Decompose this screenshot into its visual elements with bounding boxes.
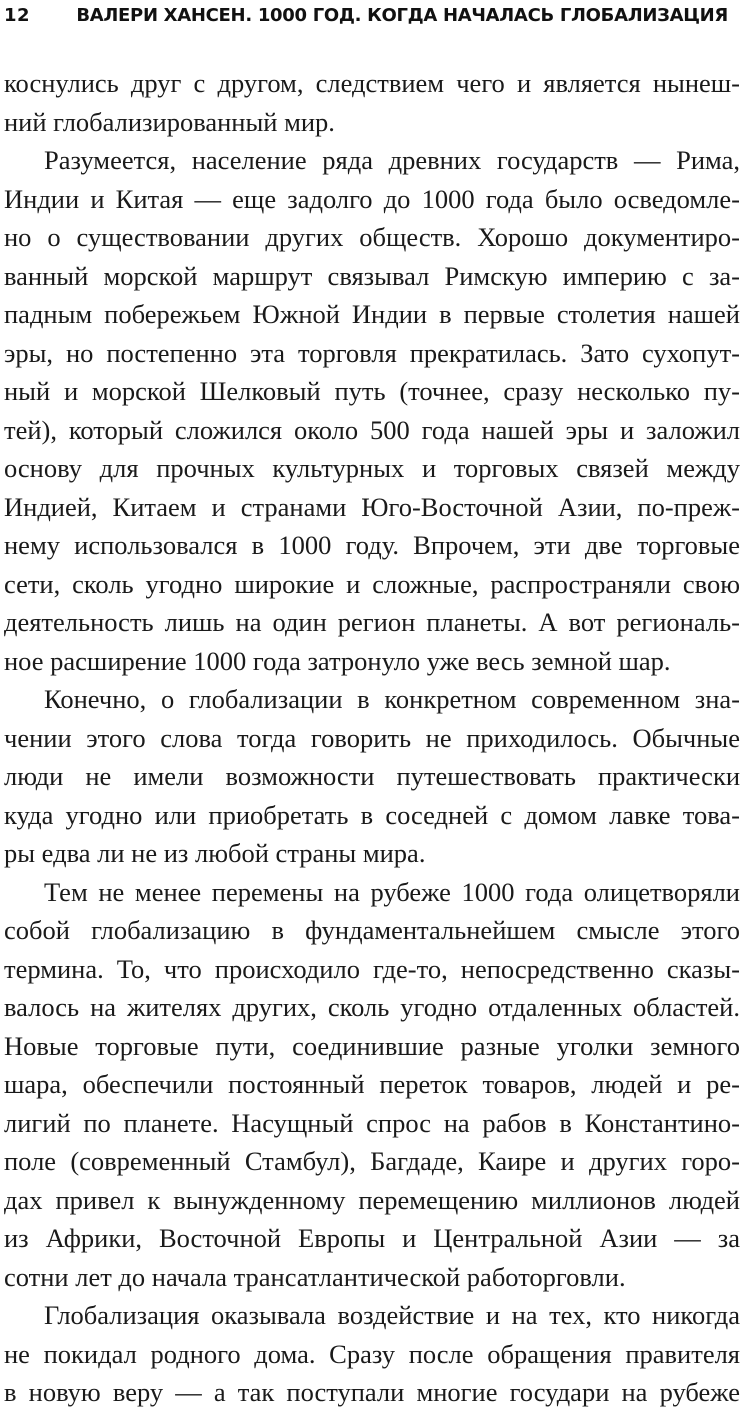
text-line: в новую веру — а так поступали многие государи на рубеже bbox=[4, 1377, 740, 1407]
text-line: коснулись друг с другом, следствием чего и является нынеш- bbox=[4, 68, 740, 98]
text-line: шара, обеспечили постоянный переток товаров, людей и ре- bbox=[4, 1069, 740, 1099]
text-line: ний глобализированный мир. bbox=[4, 106, 335, 137]
text-line: ное расширение 1000 года затронуло уже весь земной шар. bbox=[4, 645, 671, 676]
text-line: нему использовался в 1000 году. Впрочем, эти две торговые bbox=[4, 530, 740, 560]
text-line: Тем не менее перемены на рубеже 1000 года олицетворяли bbox=[44, 876, 740, 907]
text-line: валось на жителях других, сколь угодно отдаленных областей. bbox=[4, 992, 740, 1022]
text-line: ры едва ли не из любой страны мира. bbox=[4, 838, 426, 868]
text-line: деятельность лишь на один регион планеты. А вот региональ- bbox=[4, 607, 740, 637]
text-line: тей), который сложился около 500 года нашей эры и заложил bbox=[4, 414, 740, 445]
body-text bbox=[4, 64, 740, 1412]
running-head bbox=[0, 2, 744, 30]
text-line: Конечно, о глобализации в конкретном современном зна- bbox=[44, 684, 740, 714]
text-line: основу для прочных культурных и торговых связей между bbox=[4, 453, 740, 483]
text-line: поле (современный Стамбул), Багдаде, Каире и других горо- bbox=[4, 1146, 740, 1176]
text-line: термина. То, что происходило где-то, непосредственно сказы- bbox=[4, 953, 740, 984]
text-line: ный и морской Шелковый путь (точнее, сразу несколько пу- bbox=[4, 376, 740, 406]
text-line: ванный морской маршрут связывал Римскую империю с за- bbox=[4, 260, 740, 291]
text-line: собой глобализацию в фундаментальнейшем смысле этого bbox=[4, 915, 740, 945]
text-line: Индией, Китаем и странами Юго-Восточной Азии, по-преж- bbox=[4, 491, 740, 522]
text-line: Разумеется, население ряда древних государств — Рима, bbox=[44, 145, 740, 175]
text-line: Индии и Китая — еще задолго до 1000 года было осведомле- bbox=[4, 183, 740, 214]
text-line: но о существовании других обществ. Хорошо документиро- bbox=[4, 222, 740, 252]
text-line: дах привел к вынужденному перемещению миллионов людей bbox=[4, 1184, 740, 1215]
page-number: 12 bbox=[4, 5, 31, 26]
text-line: из Африки, Восточной Европы и Центральной Азии — за bbox=[4, 1223, 740, 1253]
text-line: люди не имели возможности путешествовать практически bbox=[4, 761, 740, 791]
text-line: Новые торговые пути, соединившие разные уголки земного bbox=[4, 1030, 740, 1061]
text-line: куда угодно или приобретать в соседней с домом лавке това- bbox=[4, 799, 740, 830]
running-title: ВАЛЕРИ ХАНСЕН. 1000 ГОД. КОГДА НАЧАЛАСЬ ГЛОБАЛИЗАЦИЯ bbox=[76, 5, 728, 26]
text-line: сотни лет до начала трансатлантической работорговли. bbox=[4, 1261, 626, 1292]
text-line: лигий по планете. Насущный спрос на рабов в Константино- bbox=[4, 1107, 740, 1138]
text-line: Глобализация оказывала воздействие и на тех, кто никогда bbox=[44, 1300, 740, 1330]
text-line: падным побережьем Южной Индии в первые столетия нашей bbox=[4, 299, 740, 329]
text-line: сети, сколь угодно широкие и сложные, распространяли свою bbox=[4, 568, 740, 599]
text-line: не покидал родного дома. Сразу после обращения правителя bbox=[4, 1338, 740, 1369]
text-line: эры, но постепенно эта торговля прекратилась. Зато сухопут- bbox=[4, 337, 740, 368]
text-line: чении этого слова тогда говорить не приходилось. Обычные bbox=[4, 722, 740, 753]
